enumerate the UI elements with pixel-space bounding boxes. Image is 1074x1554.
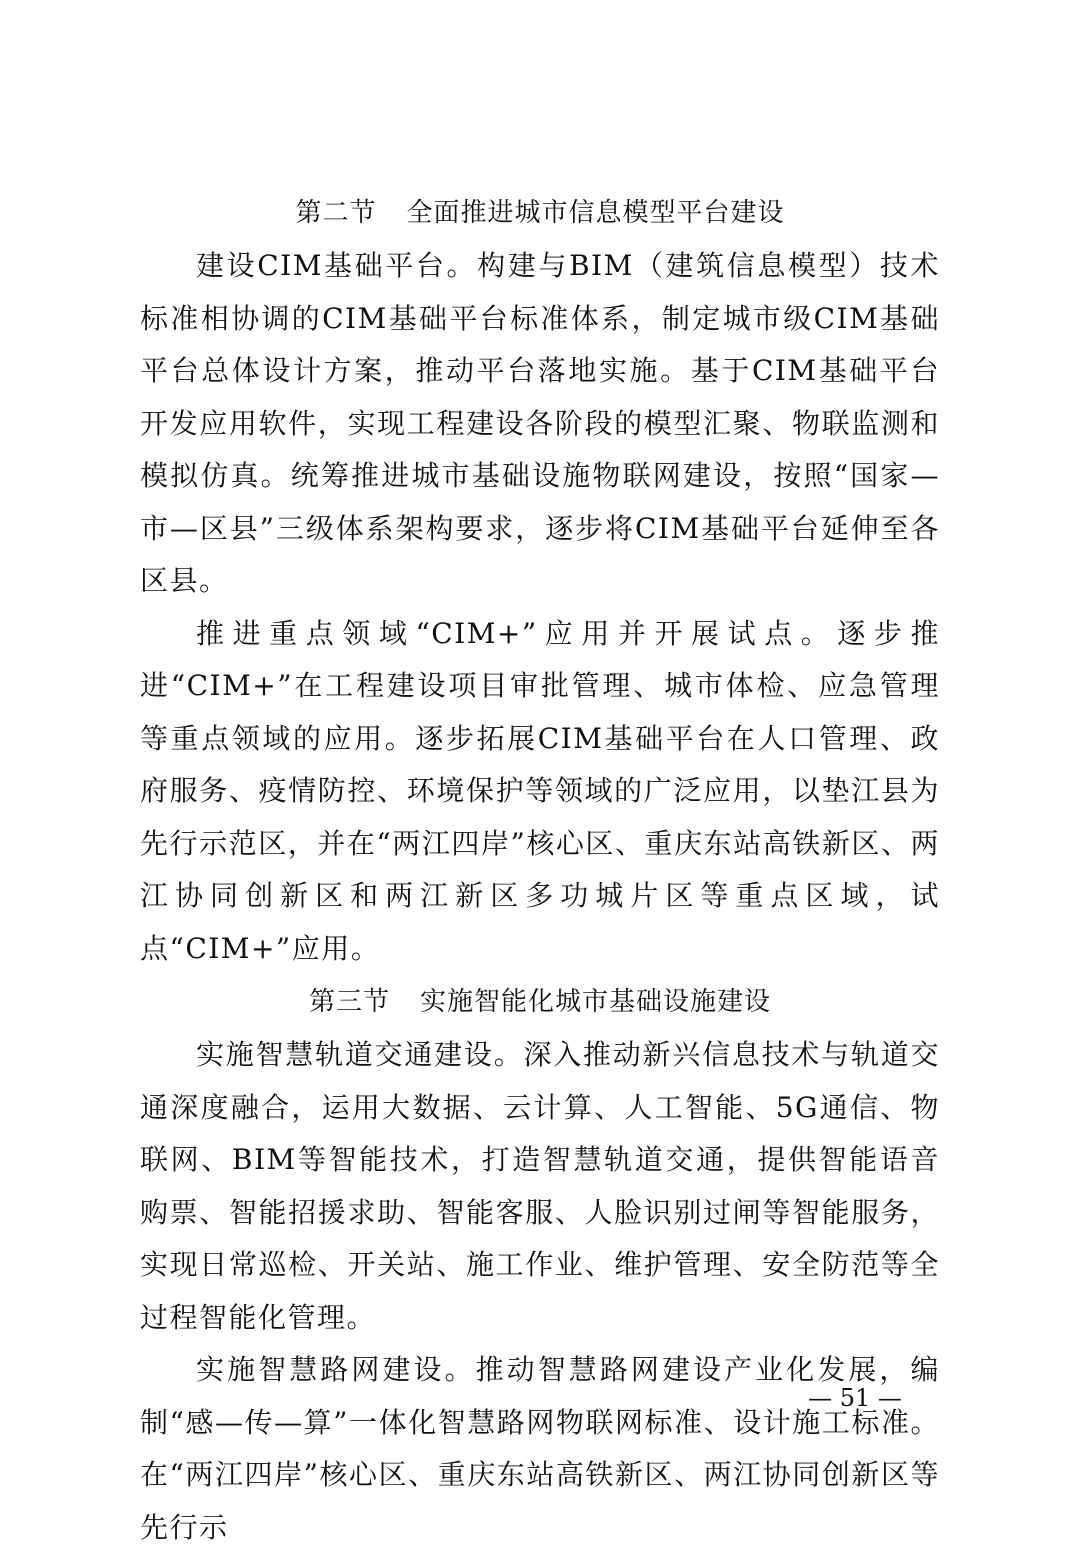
section-heading-2	[140, 186, 940, 240]
section-number: 第二节	[295, 198, 377, 228]
section-title: 全面推进城市信息模型平台建设	[406, 198, 785, 228]
paragraph-smart-road: 实施智慧路网建设。推动智慧路网建设产业化发展，编制“感—传—算”一体化智慧路网物联网标准、设计施工标准。在“两江四岸”核心区、重庆东站高铁新区、两江协同创新区等先行示	[140, 1353, 940, 1544]
section-title: 实施智能化城市基础设施建设	[420, 987, 772, 1017]
paragraph-cim-plus: 推进重点领域“CIM+”应用并开展试点。逐步推进“CIM+”在工程建设项目审批管理、城市体检、应急管理等重点领域的应用。逐步拓展CIM基础平台在人口管理、政府服务、疫情防控、环境保护等领域的广泛应用，以垫江县为先行示范区，并在“两江四岸”核心区、重庆东站高铁新区、两江协同创新区和两江新区多功城片区等重点区域，试点“CIM+”应用。	[140, 616, 940, 965]
paragraph-smart-rail: 实施智慧轨道交通建设。深入推动新兴信息技术与轨道交通深度融合，运用大数据、云计算、人工智能、5G通信、物联网、BIM等智能技术，打造智慧轨道交通，提供智能语音购票、智能招援求助、智能客服、人脸识别过闸等智能服务，实现日常巡检、开关站、施工作业、维护管理、安全防范等全过程智能化管理。	[140, 1038, 940, 1334]
page-body	[140, 186, 940, 1554]
page-number: — 51 —	[808, 1384, 902, 1412]
section-heading-3	[140, 975, 940, 1029]
paragraph-cim-platform: 建设CIM基础平台。构建与BIM（建筑信息模型）技术标准相协调的CIM基础平台标准体系，制定城市级CIM基础平台总体设计方案，推动平台落地实施。基于CIM基础平台开发应用软件，实现工程建设各阶段的模型汇聚、物联监测和模拟仿真。统筹推进城市基础设施物联网建设，按照“国家—市—区县”三级体系架构要求，逐步将CIM基础平台延伸至各区县。	[140, 249, 940, 597]
section-number: 第三节	[308, 987, 390, 1017]
